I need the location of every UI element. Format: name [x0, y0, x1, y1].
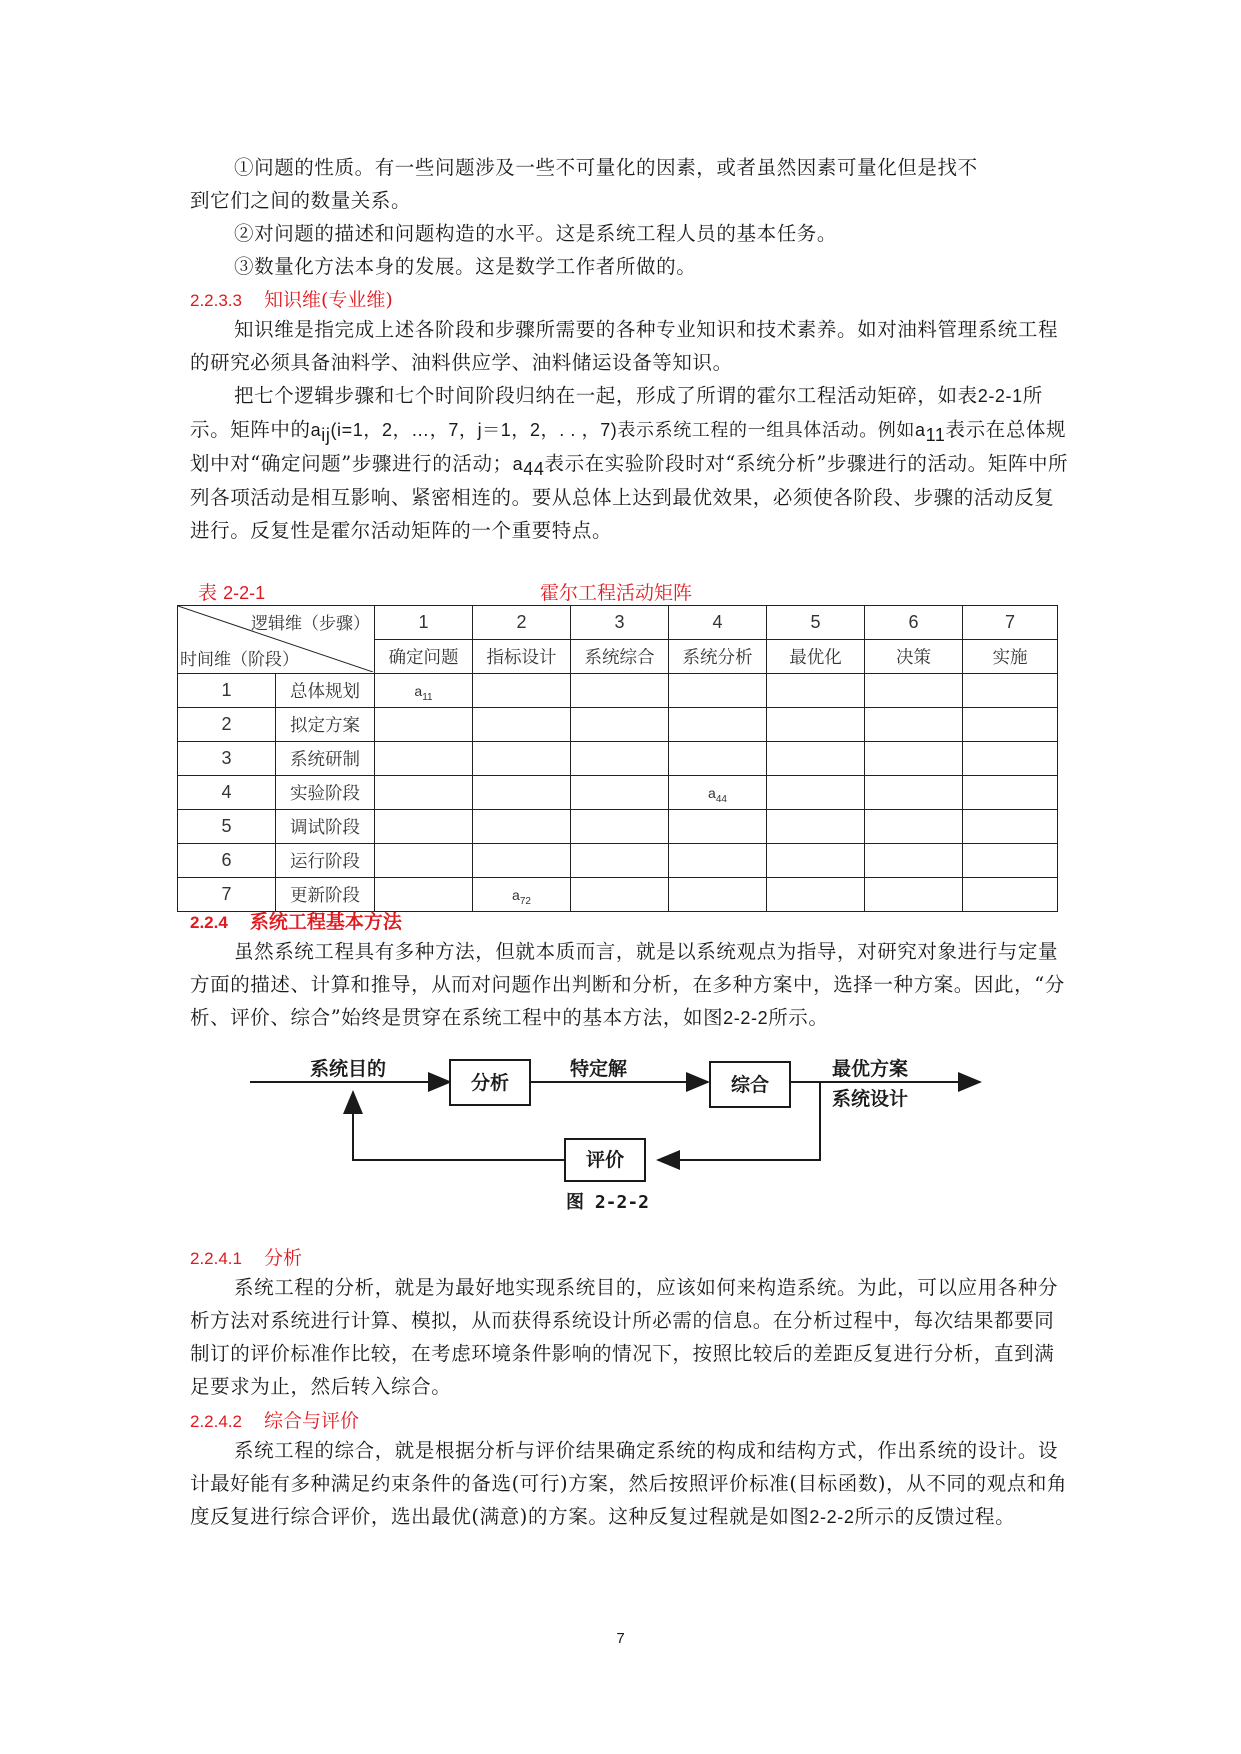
- paragraph-line: ①问题的性质。有一些问题涉及一些不可量化的因素，或者虽然因素可量化但是找不: [234, 156, 978, 179]
- section-title: 综合与评价: [264, 1410, 360, 1432]
- activity-cell: [473, 674, 571, 708]
- math-subscript: 44: [523, 458, 545, 479]
- activity-cell: [767, 742, 865, 776]
- table-number: 2-2-1: [223, 583, 266, 603]
- caption-word: 表: [198, 582, 218, 604]
- activity-cell: [767, 674, 865, 708]
- paragraph-synthesis: [190, 1434, 1070, 1534]
- stage-number-cell: 1: [178, 674, 276, 708]
- section-heading-2233: [190, 287, 393, 314]
- stage-number-cell: 5: [178, 810, 276, 844]
- step-number-cell: 1: [375, 606, 473, 640]
- mid-label: 特定解: [570, 1058, 628, 1080]
- activity-cell: [865, 878, 963, 912]
- stage-name-cell: 运行阶段: [276, 844, 375, 878]
- stage-number-cell: 7: [178, 878, 276, 912]
- activity-cell: [865, 674, 963, 708]
- section-number: 2.2.4.1: [190, 1249, 242, 1268]
- activity-cell: [571, 742, 669, 776]
- analysis-label: 分析: [470, 1072, 510, 1094]
- step-name-cell: 系统综合: [571, 640, 669, 674]
- table-row: [178, 674, 1058, 708]
- activity-cell: [963, 708, 1058, 742]
- activity-cell: [767, 878, 865, 912]
- activity-cell: [571, 708, 669, 742]
- step-name-cell: 决策: [865, 640, 963, 674]
- text-run: (i=1，2，…，7，j＝1，2，. . ，7)表示系统工程的一组具体活动。例如: [330, 420, 916, 440]
- activity-subscript: 44: [715, 793, 727, 805]
- evaluation-label: 评价: [585, 1149, 625, 1171]
- activity-cell: [963, 674, 1058, 708]
- step-name-cell: 系统分析: [669, 640, 767, 674]
- stage-name-cell: 调试阶段: [276, 810, 375, 844]
- section-title: 知识维(专业维): [264, 289, 393, 311]
- section-number: 2.2.4: [190, 913, 228, 932]
- table-row: [178, 878, 1058, 912]
- activity-base: a: [512, 886, 520, 903]
- section-heading-2241: [190, 1245, 302, 1272]
- stage-name-cell: 总体规划: [276, 674, 375, 708]
- activity-cell: [865, 810, 963, 844]
- activity-cell: [571, 844, 669, 878]
- step-number-cell: 2: [473, 606, 571, 640]
- activity-cell: [669, 742, 767, 776]
- table-row: [178, 708, 1058, 742]
- paragraph-knowledge-dimension: 知识维是指完成上述各阶段和步骤所需要的各种专业知识和技术素养。如对油料管理系统工程的研究必须具备油料学、油料供应学、油料储运设备等知识。: [190, 318, 1059, 374]
- step-name-cell: 实施: [963, 640, 1058, 674]
- text-run: 虽然系统工程具有多种方法，但就本质而言，就是以系统观点为指导，对研究对象进行与定量方面的描述、计算和推导，从而对问题作出判断和分析，在多种方案中，选择一种方案。因此，“分析、评价、综合”始终是贯穿在系统工程中的基本方法，如图: [190, 940, 1065, 1029]
- table-corner-cell: [178, 606, 375, 674]
- activity-cell: [767, 844, 865, 878]
- table-row: [178, 742, 1058, 776]
- table-body: [178, 674, 1058, 912]
- table-row: [178, 810, 1058, 844]
- activity-cell: [571, 674, 669, 708]
- activity-base: a: [414, 682, 423, 699]
- step-number-cell: 5: [767, 606, 865, 640]
- hall-matrix-table: [177, 605, 1058, 912]
- math-symbol: a: [310, 420, 322, 440]
- table-header-row: [178, 606, 1058, 640]
- activity-symbol: [708, 784, 727, 805]
- logic-dimension-label: 逻辑维（步骤）: [251, 614, 370, 634]
- flow-diagram: [250, 1050, 990, 1220]
- section-number: 2.2.3.3: [190, 291, 242, 310]
- activity-cell: [865, 776, 963, 810]
- paragraph-problem-description: ②对问题的描述和问题构造的水平。这是系统工程人员的基本任务。: [234, 222, 838, 245]
- step-name-cell: 指标设计: [473, 640, 571, 674]
- math-symbol: a: [915, 420, 926, 440]
- activity-cell: [669, 674, 767, 708]
- stage-number-cell: 3: [178, 742, 276, 776]
- activity-cell: [375, 776, 473, 810]
- activity-cell: [767, 776, 865, 810]
- text-run: 所示的反馈过程。: [854, 1505, 1016, 1528]
- activity-cell: [669, 878, 767, 912]
- input-label: 系统目的: [310, 1058, 387, 1080]
- paragraph-quantification: ③数量化方法本身的发展。这是数学工作者所做的。: [234, 255, 697, 278]
- activity-cell: [473, 708, 571, 742]
- activity-cell: [375, 878, 473, 912]
- stage-name-cell: 拟定方案: [276, 708, 375, 742]
- activity-cell: [473, 844, 571, 878]
- stage-number-cell: 2: [178, 708, 276, 742]
- activity-cell: [473, 742, 571, 776]
- figure-reference: 2-2-2: [809, 1507, 855, 1527]
- paragraph-line: 到它们之间的数量关系。: [190, 189, 412, 212]
- table-caption-title: 霍尔工程活动矩阵: [540, 582, 693, 604]
- text-run: 表示在总体规划中对“确定问题”步骤进行的活动；: [190, 418, 1067, 475]
- activity-cell: [963, 844, 1058, 878]
- output-label-1: 最优方案: [832, 1058, 909, 1080]
- figure-caption: 图 2-2-2: [566, 1192, 650, 1213]
- section-number: 2.2.4.2: [190, 1412, 242, 1431]
- section-heading-2242: [190, 1408, 359, 1435]
- paragraph-problem-nature: [190, 151, 1070, 217]
- paragraph-hall-matrix: [190, 379, 1070, 547]
- activity-cell: [669, 844, 767, 878]
- activity-base: a: [708, 784, 716, 801]
- figure-reference: 2-2-2: [723, 1008, 769, 1028]
- table-row: [178, 844, 1058, 878]
- paragraph-basic-method: [190, 935, 1070, 1035]
- activity-cell: [571, 878, 669, 912]
- step-number-cell: 4: [669, 606, 767, 640]
- step-name-cell: 最优化: [767, 640, 865, 674]
- activity-cell: [473, 878, 571, 912]
- activity-cell: [767, 708, 865, 742]
- table-caption-label: [198, 578, 265, 605]
- activity-cell: [669, 708, 767, 742]
- activity-symbol: [512, 886, 531, 907]
- activity-symbol: [414, 682, 433, 703]
- table-row: [178, 776, 1058, 810]
- activity-cell: [865, 844, 963, 878]
- activity-cell: [963, 878, 1058, 912]
- time-dimension-label: 时间维（阶段）: [180, 650, 299, 670]
- page-number: 7: [616, 1630, 625, 1647]
- activity-cell: [669, 776, 767, 810]
- text-run: 系统工程的综合，就是根据分析与评价结果确定系统的构成和结构方式，作出系统的设计。设计最好能有多种满足约束条件的备选(可行)方案，然后按照评价标准(目标函数)，从不同的观点和角度反复进行综合评价，选出最优(满意)的方案。这种反复过程就是如图: [190, 1439, 1068, 1528]
- activity-cell: [375, 810, 473, 844]
- activity-cell: [767, 810, 865, 844]
- stage-name-cell: 实验阶段: [276, 776, 375, 810]
- activity-cell: [375, 708, 473, 742]
- section-heading-224: [190, 909, 402, 936]
- activity-subscript: 72: [519, 895, 531, 907]
- math-subscript: 11: [925, 424, 946, 445]
- activity-cell: [669, 810, 767, 844]
- math-subscript: ij: [321, 424, 331, 445]
- stage-name-cell: 系统研制: [276, 742, 375, 776]
- stage-number-cell: 4: [178, 776, 276, 810]
- text-run: 表示在实验阶段时对“系统分析”步骤进行的活动。矩阵中所列各项活动是相互影响、紧密相连的。要从总体上达到最优效果，必须使各阶段、步骤的活动反复进行。反复性是霍尔活动矩阵的一个重要特点。: [190, 452, 1069, 542]
- table-reference: 2-2-1: [977, 386, 1023, 406]
- step-name-cell: 确定问题: [375, 640, 473, 674]
- activity-cell: [571, 810, 669, 844]
- section-title: 系统工程基本方法: [249, 911, 402, 933]
- activity-subscript: 11: [422, 691, 433, 703]
- stage-number-cell: 6: [178, 844, 276, 878]
- stage-name-cell: 更新阶段: [276, 878, 375, 912]
- activity-cell: [571, 776, 669, 810]
- activity-cell: [473, 776, 571, 810]
- activity-cell: [963, 776, 1058, 810]
- activity-cell: [473, 810, 571, 844]
- step-number-cell: 6: [865, 606, 963, 640]
- text-run: 所示。: [768, 1006, 829, 1029]
- output-label-2: 系统设计: [832, 1088, 909, 1110]
- paragraph-analysis: 系统工程的分析，就是为最好地实现系统目的，应该如何来构造系统。为此，可以应用各种分析方法对系统进行计算、模拟，从而获得系统设计所必需的信息。在分析过程中，每次结果都要同制订的评价标准作比较，在考虑环境条件影响的情况下，按照比较后的差距反复进行分析，直到满足要求为止，然后转入综合。: [190, 1276, 1059, 1398]
- activity-cell: [963, 742, 1058, 776]
- math-symbol: a: [512, 454, 524, 474]
- step-number-cell: 3: [571, 606, 669, 640]
- synthesis-label: 综合: [730, 1074, 770, 1096]
- text-run: 把七个逻辑步骤和七个时间阶段归纳在一起，形成了所谓的霍尔工程活动矩碎，如表: [234, 384, 978, 407]
- activity-cell: [963, 810, 1058, 844]
- activity-cell: [865, 742, 963, 776]
- section-title: 分析: [264, 1247, 303, 1269]
- activity-cell: [375, 742, 473, 776]
- activity-cell: [375, 844, 473, 878]
- activity-cell: [865, 708, 963, 742]
- text-run: 所示。矩阵中的: [190, 384, 1043, 441]
- activity-cell: [375, 674, 473, 708]
- step-number-cell: 7: [963, 606, 1058, 640]
